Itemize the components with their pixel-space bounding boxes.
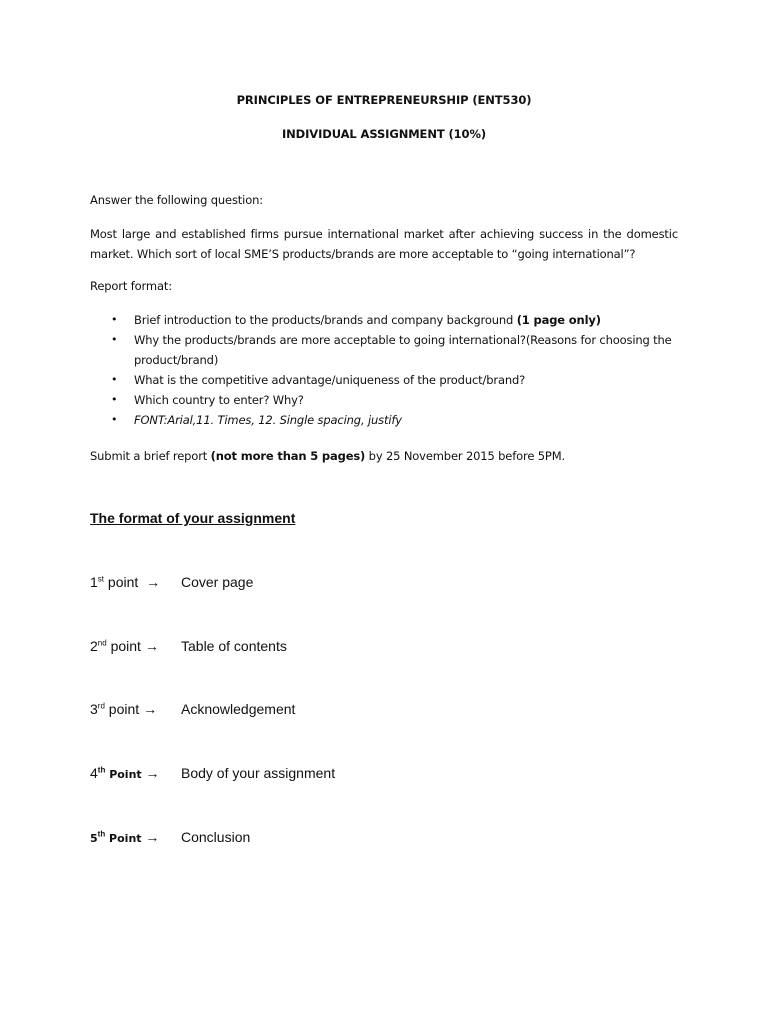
list-item bbox=[90, 330, 690, 370]
list-item-text: FONT:Arial,11. Times, 12. Single spacing, justify bbox=[134, 413, 402, 427]
point-value: Table of contents bbox=[181, 638, 287, 654]
question-text: Most large and established firms pursue international market after achieving success in the domestic market. Which sort of local SME’S products/brands are more acceptable to “going international”? bbox=[90, 227, 678, 261]
point-label: 3rd point → bbox=[90, 701, 158, 717]
course-title: PRINCIPLES OF ENTREPRENEURSHIP (ENT530) bbox=[236, 93, 532, 107]
list-item-text: Why the products/brands are more acceptable to going international?(Reasons for choosing the product/brand) bbox=[134, 333, 672, 367]
submission-prefix: Submit a brief report bbox=[90, 449, 211, 463]
bullet-icon: • bbox=[111, 313, 118, 326]
point-value: Cover page bbox=[181, 574, 254, 590]
arrow-icon: → bbox=[145, 829, 160, 845]
submission-bold: (not more than 5 pages) bbox=[210, 449, 366, 463]
point-label: 5th Point → bbox=[90, 829, 160, 845]
arrow-icon: → bbox=[143, 701, 158, 717]
list-item bbox=[90, 410, 690, 430]
list-item-bold: (1 page only) bbox=[516, 313, 601, 327]
point-value: Acknowledgement bbox=[181, 701, 296, 717]
report-format-label: Report format: bbox=[90, 279, 172, 293]
point-label: 4th Point → bbox=[90, 765, 160, 781]
list-item bbox=[90, 370, 690, 390]
arrow-icon: → bbox=[146, 574, 161, 590]
report-format-list bbox=[90, 310, 690, 430]
format-heading: The format of your assignment bbox=[90, 510, 296, 526]
list-item-text: Which country to enter? Why? bbox=[134, 393, 304, 407]
bullet-icon: • bbox=[111, 413, 118, 426]
point-label: 1st point → bbox=[90, 574, 161, 590]
arrow-icon: → bbox=[144, 638, 159, 654]
list-item bbox=[90, 390, 690, 410]
list-item bbox=[90, 310, 690, 330]
point-label: 2nd point → bbox=[90, 638, 159, 654]
submission-suffix: by 25 November 2015 before 5PM. bbox=[365, 449, 565, 463]
list-item-text: Brief introduction to the products/brands and company background bbox=[134, 313, 517, 327]
bullet-icon: • bbox=[111, 373, 118, 386]
point-value: Body of your assignment bbox=[181, 765, 336, 781]
submission-note bbox=[90, 446, 565, 466]
bullet-icon: • bbox=[111, 393, 118, 406]
list-item-text: What is the competitive advantage/uniqueness of the product/brand? bbox=[134, 373, 526, 387]
arrow-icon: → bbox=[145, 765, 160, 781]
bullet-icon: • bbox=[111, 333, 118, 346]
question-intro: Answer the following question: bbox=[90, 193, 263, 207]
point-value: Conclusion bbox=[181, 829, 251, 845]
assignment-title: INDIVIDUAL ASSIGNMENT (10%) bbox=[281, 127, 487, 141]
